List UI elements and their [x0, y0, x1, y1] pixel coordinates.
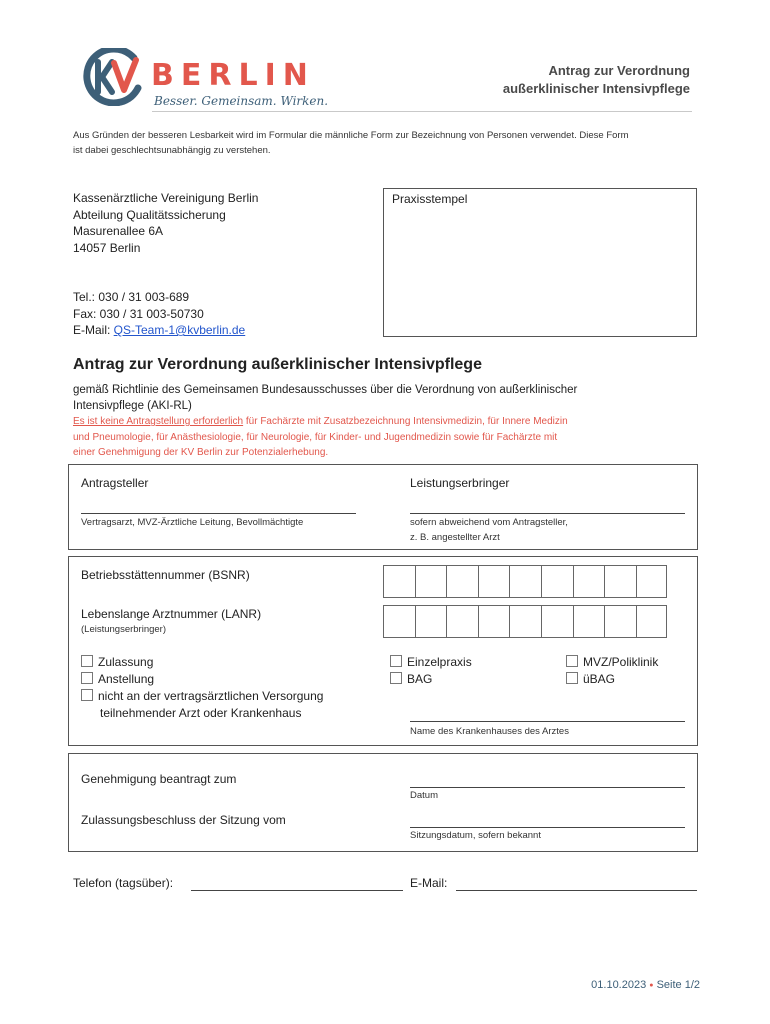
lanr-label: Lebenslange Arztnummer (LANR) — [81, 607, 262, 621]
digit-cell[interactable] — [604, 605, 636, 638]
checkbox-uebag[interactable] — [566, 671, 658, 688]
red-notice-rest: für Fachärzte mit Zusatzbezeichnung Intensivmedizin, für Innere Medizin — [243, 416, 568, 427]
contact-email-label: E-Mail: — [410, 876, 448, 890]
digit-cell[interactable] — [478, 605, 510, 638]
red-notice-line1 — [73, 414, 698, 430]
checkbox-label: Anstellung — [98, 672, 155, 686]
header-title-line2: außerklinischer Intensivpflege — [502, 81, 690, 96]
applicant-input[interactable] — [81, 499, 356, 514]
logo-slogan: Besser. Gemeinsam. Wirken. — [154, 94, 329, 108]
address-email-label: E-Mail: — [73, 323, 114, 337]
digit-cell[interactable] — [604, 565, 636, 598]
address-line: Kassenärztliche Vereinigung Berlin — [73, 191, 259, 205]
datum-hint: Datum — [410, 790, 438, 801]
digit-cell[interactable] — [509, 605, 541, 638]
kv-logo-mark — [80, 48, 146, 106]
lanr-input[interactable] — [383, 605, 667, 638]
checkbox-anstellung[interactable] — [81, 671, 323, 688]
checkbox-icon[interactable] — [81, 672, 93, 684]
red-notice-line3: einer Genehmigung der KV Berlin zur Potenzialerhebung. — [73, 447, 329, 458]
red-notice-line2: und Pneumologie, für Anästhesiologie, für Neurologie, für Kinder- und Jugendmedizin sowie für Fachärzte mit — [73, 431, 558, 443]
checkbox-zulassung[interactable] — [81, 654, 323, 671]
page-footer — [591, 979, 700, 991]
footer-page: Seite 1/2 — [656, 979, 700, 991]
address-line: Masurenallee 6A — [73, 224, 164, 238]
digit-cell[interactable] — [573, 565, 605, 598]
checkbox-label: Einzelpraxis — [407, 655, 472, 669]
footer-date: 01.10.2023 — [591, 979, 647, 991]
checkbox-label: MVZ/Poliklinik — [583, 655, 659, 669]
checkbox-einzelpraxis[interactable] — [390, 654, 472, 671]
provider-hint-line2: z. B. angestellter Arzt — [410, 532, 500, 543]
digit-cell[interactable] — [415, 605, 447, 638]
checkbox-label: BAG — [407, 672, 433, 686]
checkbox-mvz[interactable] — [566, 654, 658, 671]
hospital-input[interactable] — [410, 707, 685, 722]
stamp-box[interactable] — [383, 188, 697, 337]
zulassungsbeschluss-label: Zulassungsbeschluss der Sitzung vom — [81, 813, 286, 827]
address-fax: Fax: 030 / 31 003-50730 — [73, 306, 204, 321]
genehmigung-label: Genehmigung beantragt zum — [81, 772, 237, 786]
numbers-section — [68, 556, 698, 746]
bsnr-input[interactable] — [383, 565, 667, 598]
checkbox-label: üBAG — [583, 672, 616, 686]
address-block — [73, 190, 258, 339]
digit-cell[interactable] — [446, 565, 478, 598]
stamp-label: Praxisstempel — [392, 192, 468, 206]
subtitle-line1: gemäß Richtlinie des Gemeinsamen Bundesausschusses über die Verordnung von außerklinischer — [73, 384, 578, 396]
phone-label: Telefon (tagsüber): — [73, 876, 174, 890]
genehmigung-date-input[interactable] — [410, 773, 685, 788]
checkbox-icon[interactable] — [566, 672, 578, 684]
header-divider — [152, 111, 692, 112]
applicant-section — [68, 464, 698, 550]
address-email-row — [73, 322, 258, 339]
checkbox-icon[interactable] — [390, 655, 402, 667]
applicant-label: Antragsteller — [81, 476, 149, 490]
address-line: Abteilung Qualitätssicherung — [73, 207, 226, 222]
dates-section — [68, 753, 698, 852]
digit-cell[interactable] — [478, 565, 510, 598]
provider-hint — [410, 515, 568, 545]
digit-cell[interactable] — [573, 605, 605, 638]
header-title-line1: Antrag zur Verordnung — [548, 63, 690, 78]
logo-wordmark: BERLIN — [151, 58, 315, 93]
practice-type-checkboxes — [390, 654, 472, 688]
checkbox-icon[interactable] — [81, 689, 93, 701]
contact-email-input[interactable] — [456, 876, 697, 891]
digit-cell[interactable] — [415, 565, 447, 598]
status-checkboxes — [81, 654, 323, 722]
digit-cell[interactable] — [636, 565, 668, 598]
subtitle-line2: Intensivpflege (AKI-RL) — [73, 400, 192, 412]
checkbox-icon[interactable] — [566, 655, 578, 667]
checkbox-bag[interactable] — [390, 671, 472, 688]
digit-cell[interactable] — [383, 605, 415, 638]
sitzung-date-input[interactable] — [410, 813, 685, 828]
sitzung-hint: Sitzungsdatum, sofern bekannt — [410, 830, 541, 841]
gender-notice-line1: Aus Gründen der besseren Lesbarkeit wird im Formular die männliche Form zur Bezeichnung von Personen verwendet. Diese Form — [73, 130, 629, 141]
digit-cell[interactable] — [446, 605, 478, 638]
address-tel: Tel.: 030 / 31 003-689 — [73, 290, 190, 304]
provider-label: Leistungserbringer — [410, 476, 510, 490]
digit-cell[interactable] — [541, 565, 573, 598]
digit-cell[interactable] — [541, 605, 573, 638]
hospital-hint: Name des Krankenhauses des Arztes — [410, 726, 569, 737]
digit-cell[interactable] — [509, 565, 541, 598]
form-title: Antrag zur Verordnung außerklinischer Intensivpflege — [73, 356, 482, 373]
gender-notice-line2: ist dabei geschlechtsunabhängig zu verstehen. — [73, 145, 271, 156]
provider-hint-line1: sofern abweichend vom Antragsteller, — [410, 517, 568, 528]
digit-cell[interactable] — [636, 605, 668, 638]
checkbox-nicht-vertragsarzt[interactable] — [81, 688, 323, 705]
email-link[interactable]: QS-Team-1@kvberlin.de — [113, 323, 246, 337]
lanr-hint: (Leistungserbringer) — [81, 624, 167, 635]
address-line: 14057 Berlin — [73, 240, 141, 255]
checkbox-label: nicht an der vertragsärztlichen Versorgung — [98, 689, 324, 703]
phone-input[interactable] — [191, 876, 403, 891]
header-title — [503, 62, 690, 98]
bsnr-label: Betriebsstättennummer (BSNR) — [81, 568, 250, 582]
footer-bullet-icon: ● — [649, 982, 654, 989]
practice-type-checkboxes-2 — [566, 654, 658, 688]
applicant-hint: Vertragsarzt, MVZ-Ärztliche Leitung, Bevollmächtigte — [81, 517, 304, 528]
red-notice-emphasis: Es ist keine Antragstellung erforderlich — [73, 416, 244, 427]
provider-input[interactable] — [410, 499, 685, 514]
digit-cell[interactable] — [383, 565, 415, 598]
form-subtitle — [73, 382, 698, 414]
checkbox-icon[interactable] — [390, 672, 402, 684]
checkbox-label-continued: teilnehmender Arzt oder Krankenhaus — [100, 706, 302, 720]
red-notice — [73, 414, 698, 461]
checkbox-icon[interactable] — [81, 655, 93, 667]
checkbox-label: Zulassung — [98, 655, 154, 669]
gender-notice — [73, 128, 703, 158]
